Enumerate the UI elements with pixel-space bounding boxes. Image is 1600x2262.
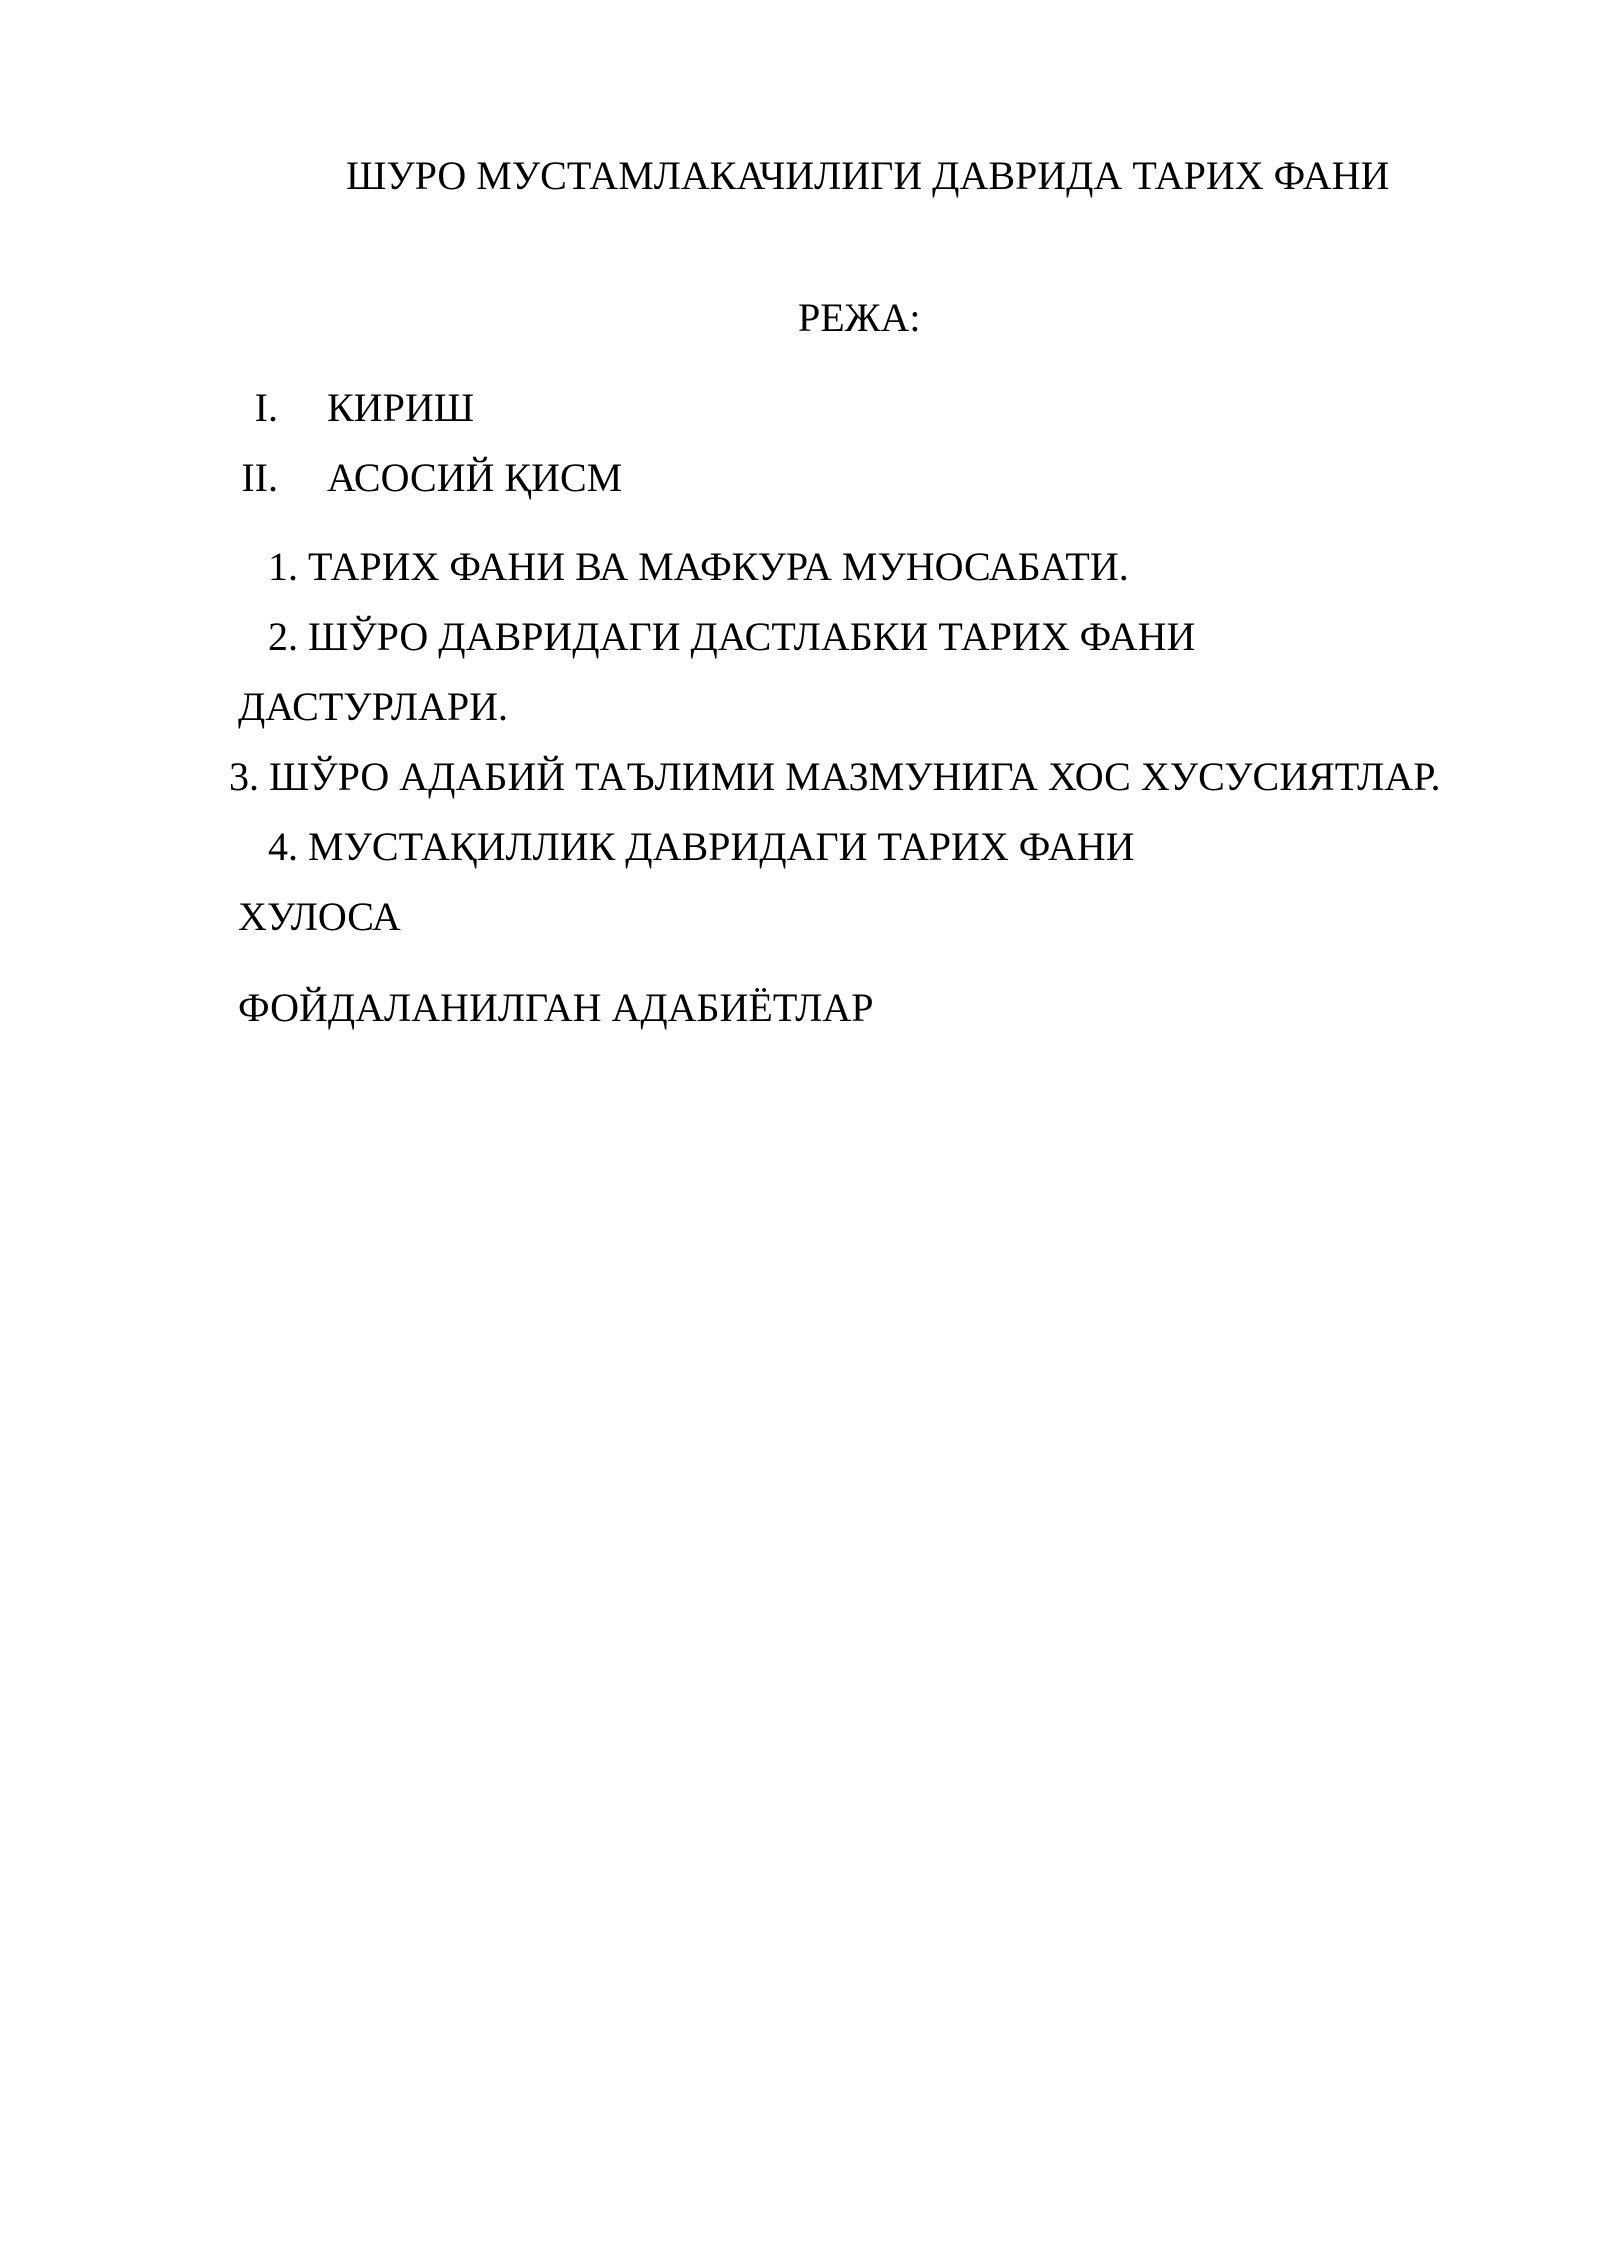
section-numeral: I. [254,385,278,430]
list-item-continuation: ДАСТУРЛАРИ. [238,684,508,729]
plan-heading: РЕЖА: [798,295,921,340]
references-heading: ФОЙДАЛАНИЛГАН АДАБИЁТЛАР [238,985,874,1030]
conclusion-heading: ХУЛОСА [238,894,401,939]
section-label-main-part: АСОСИЙ ҚИСМ [327,455,623,500]
document-title: ШУРО МУСТАМЛАКАЧИЛИГИ ДАВРИДА ТАРИХ ФАНИ [346,153,1390,198]
section-numeral: II. [241,455,278,500]
list-item: 1. ТАРИХ ФАНИ ВА МАФКУРА МУНОСАБАТИ. [268,544,1129,589]
section-label-introduction: КИРИШ [327,385,475,430]
list-item: 3. ШЎРО АДАБИЙ ТАЪЛИМИ МАЗМУНИГА ХОС ХУСУСИЯТЛАР. [229,754,1441,799]
list-item: 2. ШЎРО ДАВРИДАГИ ДАСТЛАБКИ ТАРИХ ФАНИ [268,614,1196,659]
list-item: 4. МУСТАҚИЛЛИК ДАВРИДАГИ ТАРИХ ФАНИ [268,824,1135,869]
